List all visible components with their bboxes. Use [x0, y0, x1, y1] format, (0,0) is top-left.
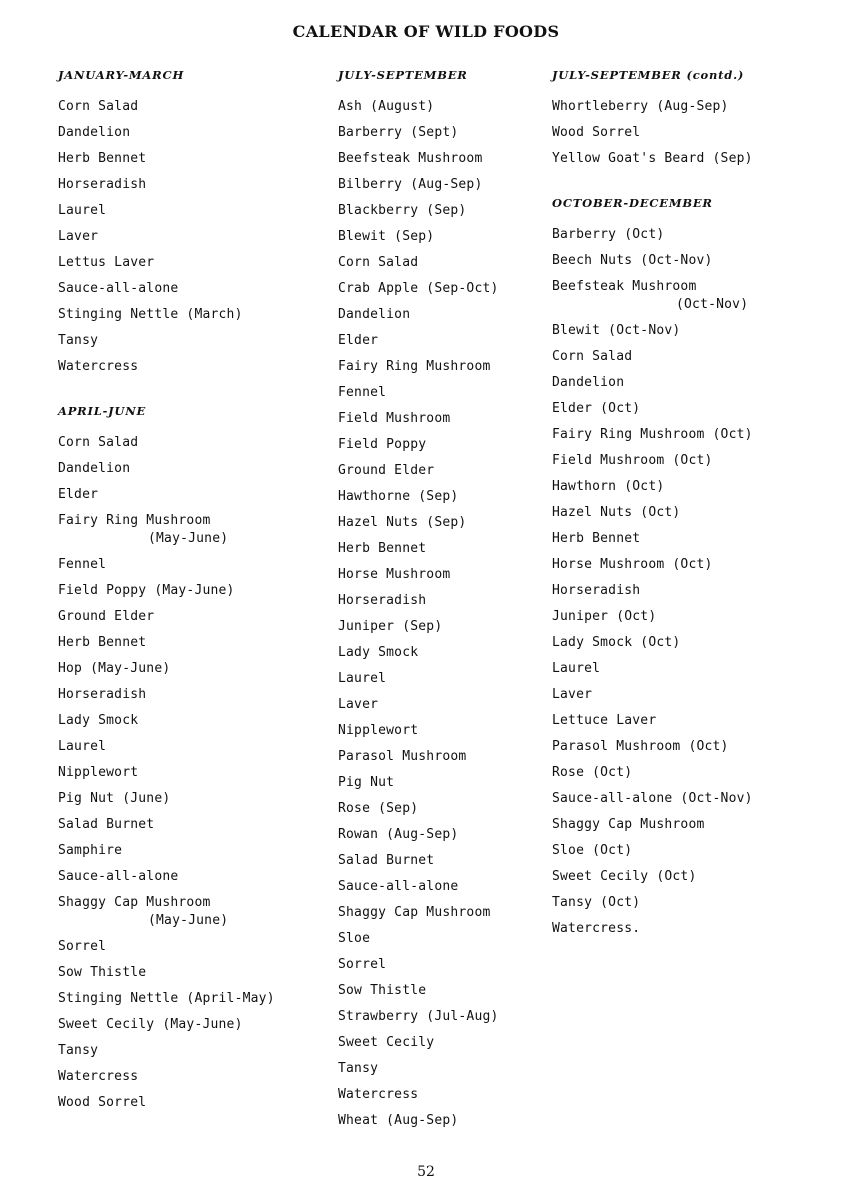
food-item: Wood Sorrel	[58, 1095, 147, 1110]
food-item: Fairy Ring Mushroom	[338, 359, 491, 374]
food-item: Parasol Mushroom	[338, 749, 467, 764]
season-heading: JULY-SEPTEMBER	[338, 68, 468, 82]
food-item: Lady Smock	[338, 645, 419, 660]
season-heading: JULY-SEPTEMBER (contd.)	[552, 68, 745, 82]
food-item: Tansy (Oct)	[552, 895, 641, 910]
food-list	[338, 94, 548, 1134]
food-item	[58, 508, 328, 552]
food-item: Salad Burnet	[338, 853, 435, 868]
food-item: Sloe (Oct)	[552, 843, 633, 858]
season-heading: APRIL-JUNE	[58, 404, 147, 418]
food-item: Sweet Cecily	[338, 1035, 435, 1050]
food-item: Dandelion	[338, 307, 411, 322]
food-item: Sorrel	[338, 957, 387, 972]
food-item: Horseradish	[58, 687, 147, 702]
season-section	[58, 402, 328, 1116]
food-item: Tansy	[338, 1061, 379, 1076]
food-item: Wood Sorrel	[552, 125, 641, 140]
food-item: Beech Nuts (Oct-Nov)	[552, 253, 713, 268]
food-item: Horseradish	[552, 583, 641, 598]
food-item: Dandelion	[552, 375, 625, 390]
food-item: Fennel	[58, 557, 107, 572]
food-item: Horse Mushroom	[338, 567, 451, 582]
food-item: Dandelion	[58, 461, 131, 476]
food-item: Sauce-all-alone	[338, 879, 459, 894]
food-item: Samphire	[58, 843, 123, 858]
food-item: Rowan (Aug-Sep)	[338, 827, 459, 842]
food-item: Herb Bennet	[58, 635, 147, 650]
food-item: Elder	[58, 487, 99, 502]
column-2	[338, 66, 548, 1156]
food-item: Horseradish	[338, 593, 427, 608]
food-item: Fairy Ring Mushroom (Oct)	[552, 427, 753, 442]
food-item: Ground Elder	[338, 463, 435, 478]
food-item: Herb Bennet	[58, 151, 147, 166]
food-item-name: Beefsteak Mushroom	[552, 279, 697, 294]
food-list	[58, 94, 328, 380]
column-3	[552, 66, 812, 964]
food-item: Juniper (Sep)	[338, 619, 443, 634]
food-item: Blewit (Sep)	[338, 229, 435, 244]
food-item-season: (May-June)	[148, 531, 229, 546]
season-section	[552, 66, 812, 172]
food-item: Herb Bennet	[552, 531, 641, 546]
food-item: Field Mushroom	[338, 411, 451, 426]
food-item: Watercress.	[552, 921, 641, 936]
season-heading: OCTOBER-DECEMBER	[552, 196, 713, 210]
food-item: Elder (Oct)	[552, 401, 641, 416]
food-item: Rose (Sep)	[338, 801, 419, 816]
food-item: Laurel	[552, 661, 601, 676]
food-item: Pig Nut (June)	[58, 791, 171, 806]
food-item: Salad Burnet	[58, 817, 155, 832]
food-item: Corn Salad	[338, 255, 419, 270]
food-item: Lettus Laver	[58, 255, 155, 270]
food-item: Herb Bennet	[338, 541, 427, 556]
food-item: Crab Apple (Sep-Oct)	[338, 281, 499, 296]
food-item: Sauce-all-alone (Oct-Nov)	[552, 791, 753, 806]
food-item: Horseradish	[58, 177, 147, 192]
food-list	[552, 222, 812, 942]
food-item: Corn Salad	[58, 99, 139, 114]
food-item: Hawthorn (Oct)	[552, 479, 665, 494]
food-item: Laver	[338, 697, 379, 712]
food-item: Laver	[58, 229, 99, 244]
food-item: Lady Smock (Oct)	[552, 635, 681, 650]
food-item: Fennel	[338, 385, 387, 400]
food-item: Sorrel	[58, 939, 107, 954]
food-item: Sauce-all-alone	[58, 281, 179, 296]
food-item: Laurel	[338, 671, 387, 686]
season-section	[552, 194, 812, 942]
season-section	[338, 66, 548, 1134]
food-list	[552, 94, 812, 172]
food-item-season: (May-June)	[148, 913, 229, 928]
food-item: Shaggy Cap Mushroom	[552, 817, 705, 832]
column-1	[58, 66, 328, 1138]
food-item: Stinging Nettle (April-May)	[58, 991, 275, 1006]
food-item	[552, 274, 812, 318]
food-item: Blewit (Oct-Nov)	[552, 323, 681, 338]
food-item: Barberry (Oct)	[552, 227, 665, 242]
food-item: Juniper (Oct)	[552, 609, 657, 624]
food-item: Blackberry (Sep)	[338, 203, 467, 218]
food-item: Tansy	[58, 1043, 99, 1058]
food-item: Field Poppy	[338, 437, 427, 452]
food-item: Ground Elder	[58, 609, 155, 624]
food-list	[58, 430, 328, 1116]
food-item: Field Poppy (May-June)	[58, 583, 235, 598]
food-item: Tansy	[58, 333, 99, 348]
food-item-name: Shaggy Cap Mushroom	[58, 895, 211, 910]
food-item: Watercress	[58, 359, 139, 374]
food-item: Yellow Goat's Beard (Sep)	[552, 151, 753, 166]
food-item: Watercress	[58, 1069, 139, 1084]
food-item: Hazel Nuts (Sep)	[338, 515, 467, 530]
food-item: Dandelion	[58, 125, 131, 140]
food-item: Laurel	[58, 739, 107, 754]
food-item: Parasol Mushroom (Oct)	[552, 739, 729, 754]
food-item: Field Mushroom (Oct)	[552, 453, 713, 468]
food-item: Sow Thistle	[338, 983, 427, 998]
page-title: CALENDAR OF WILD FOODS	[292, 22, 560, 41]
food-item: Pig Nut	[338, 775, 395, 790]
food-item: Elder	[338, 333, 379, 348]
food-item: Sow Thistle	[58, 965, 147, 980]
food-item: Rose (Oct)	[552, 765, 633, 780]
food-item: Laurel	[58, 203, 107, 218]
food-item: Nipplewort	[338, 723, 419, 738]
food-item: Sloe	[338, 931, 371, 946]
food-item: Corn Salad	[552, 349, 633, 364]
food-item: Beefsteak Mushroom	[338, 151, 483, 166]
food-item: Whortleberry (Aug-Sep)	[552, 99, 729, 114]
food-item: Ash (August)	[338, 99, 435, 114]
food-item-season: (Oct-Nov)	[676, 297, 749, 312]
page-number: 52	[417, 1164, 435, 1180]
food-item-name: Fairy Ring Mushroom	[58, 513, 211, 528]
food-item: Bilberry (Aug-Sep)	[338, 177, 483, 192]
food-item: Laver	[552, 687, 593, 702]
food-item: Corn Salad	[58, 435, 139, 450]
food-item: Nipplewort	[58, 765, 139, 780]
food-item: Sauce-all-alone	[58, 869, 179, 884]
food-item: Hop (May-June)	[58, 661, 171, 676]
food-item: Horse Mushroom (Oct)	[552, 557, 713, 572]
food-item: Watercress	[338, 1087, 419, 1102]
food-item: Lettuce Laver	[552, 713, 657, 728]
food-item: Strawberry (Jul-Aug)	[338, 1009, 499, 1024]
food-item: Stinging Nettle (March)	[58, 307, 243, 322]
food-item: Sweet Cecily (May-June)	[58, 1017, 243, 1032]
food-item: Wheat (Aug-Sep)	[338, 1113, 459, 1128]
food-item: Hawthorne (Sep)	[338, 489, 459, 504]
food-item: Shaggy Cap Mushroom	[338, 905, 491, 920]
food-item: Sweet Cecily (Oct)	[552, 869, 697, 884]
food-item	[58, 890, 328, 934]
food-item: Hazel Nuts (Oct)	[552, 505, 681, 520]
season-section	[58, 66, 328, 380]
food-item: Barberry (Sept)	[338, 125, 459, 140]
food-item: Lady Smock	[58, 713, 139, 728]
season-heading: JANUARY-MARCH	[58, 68, 185, 82]
